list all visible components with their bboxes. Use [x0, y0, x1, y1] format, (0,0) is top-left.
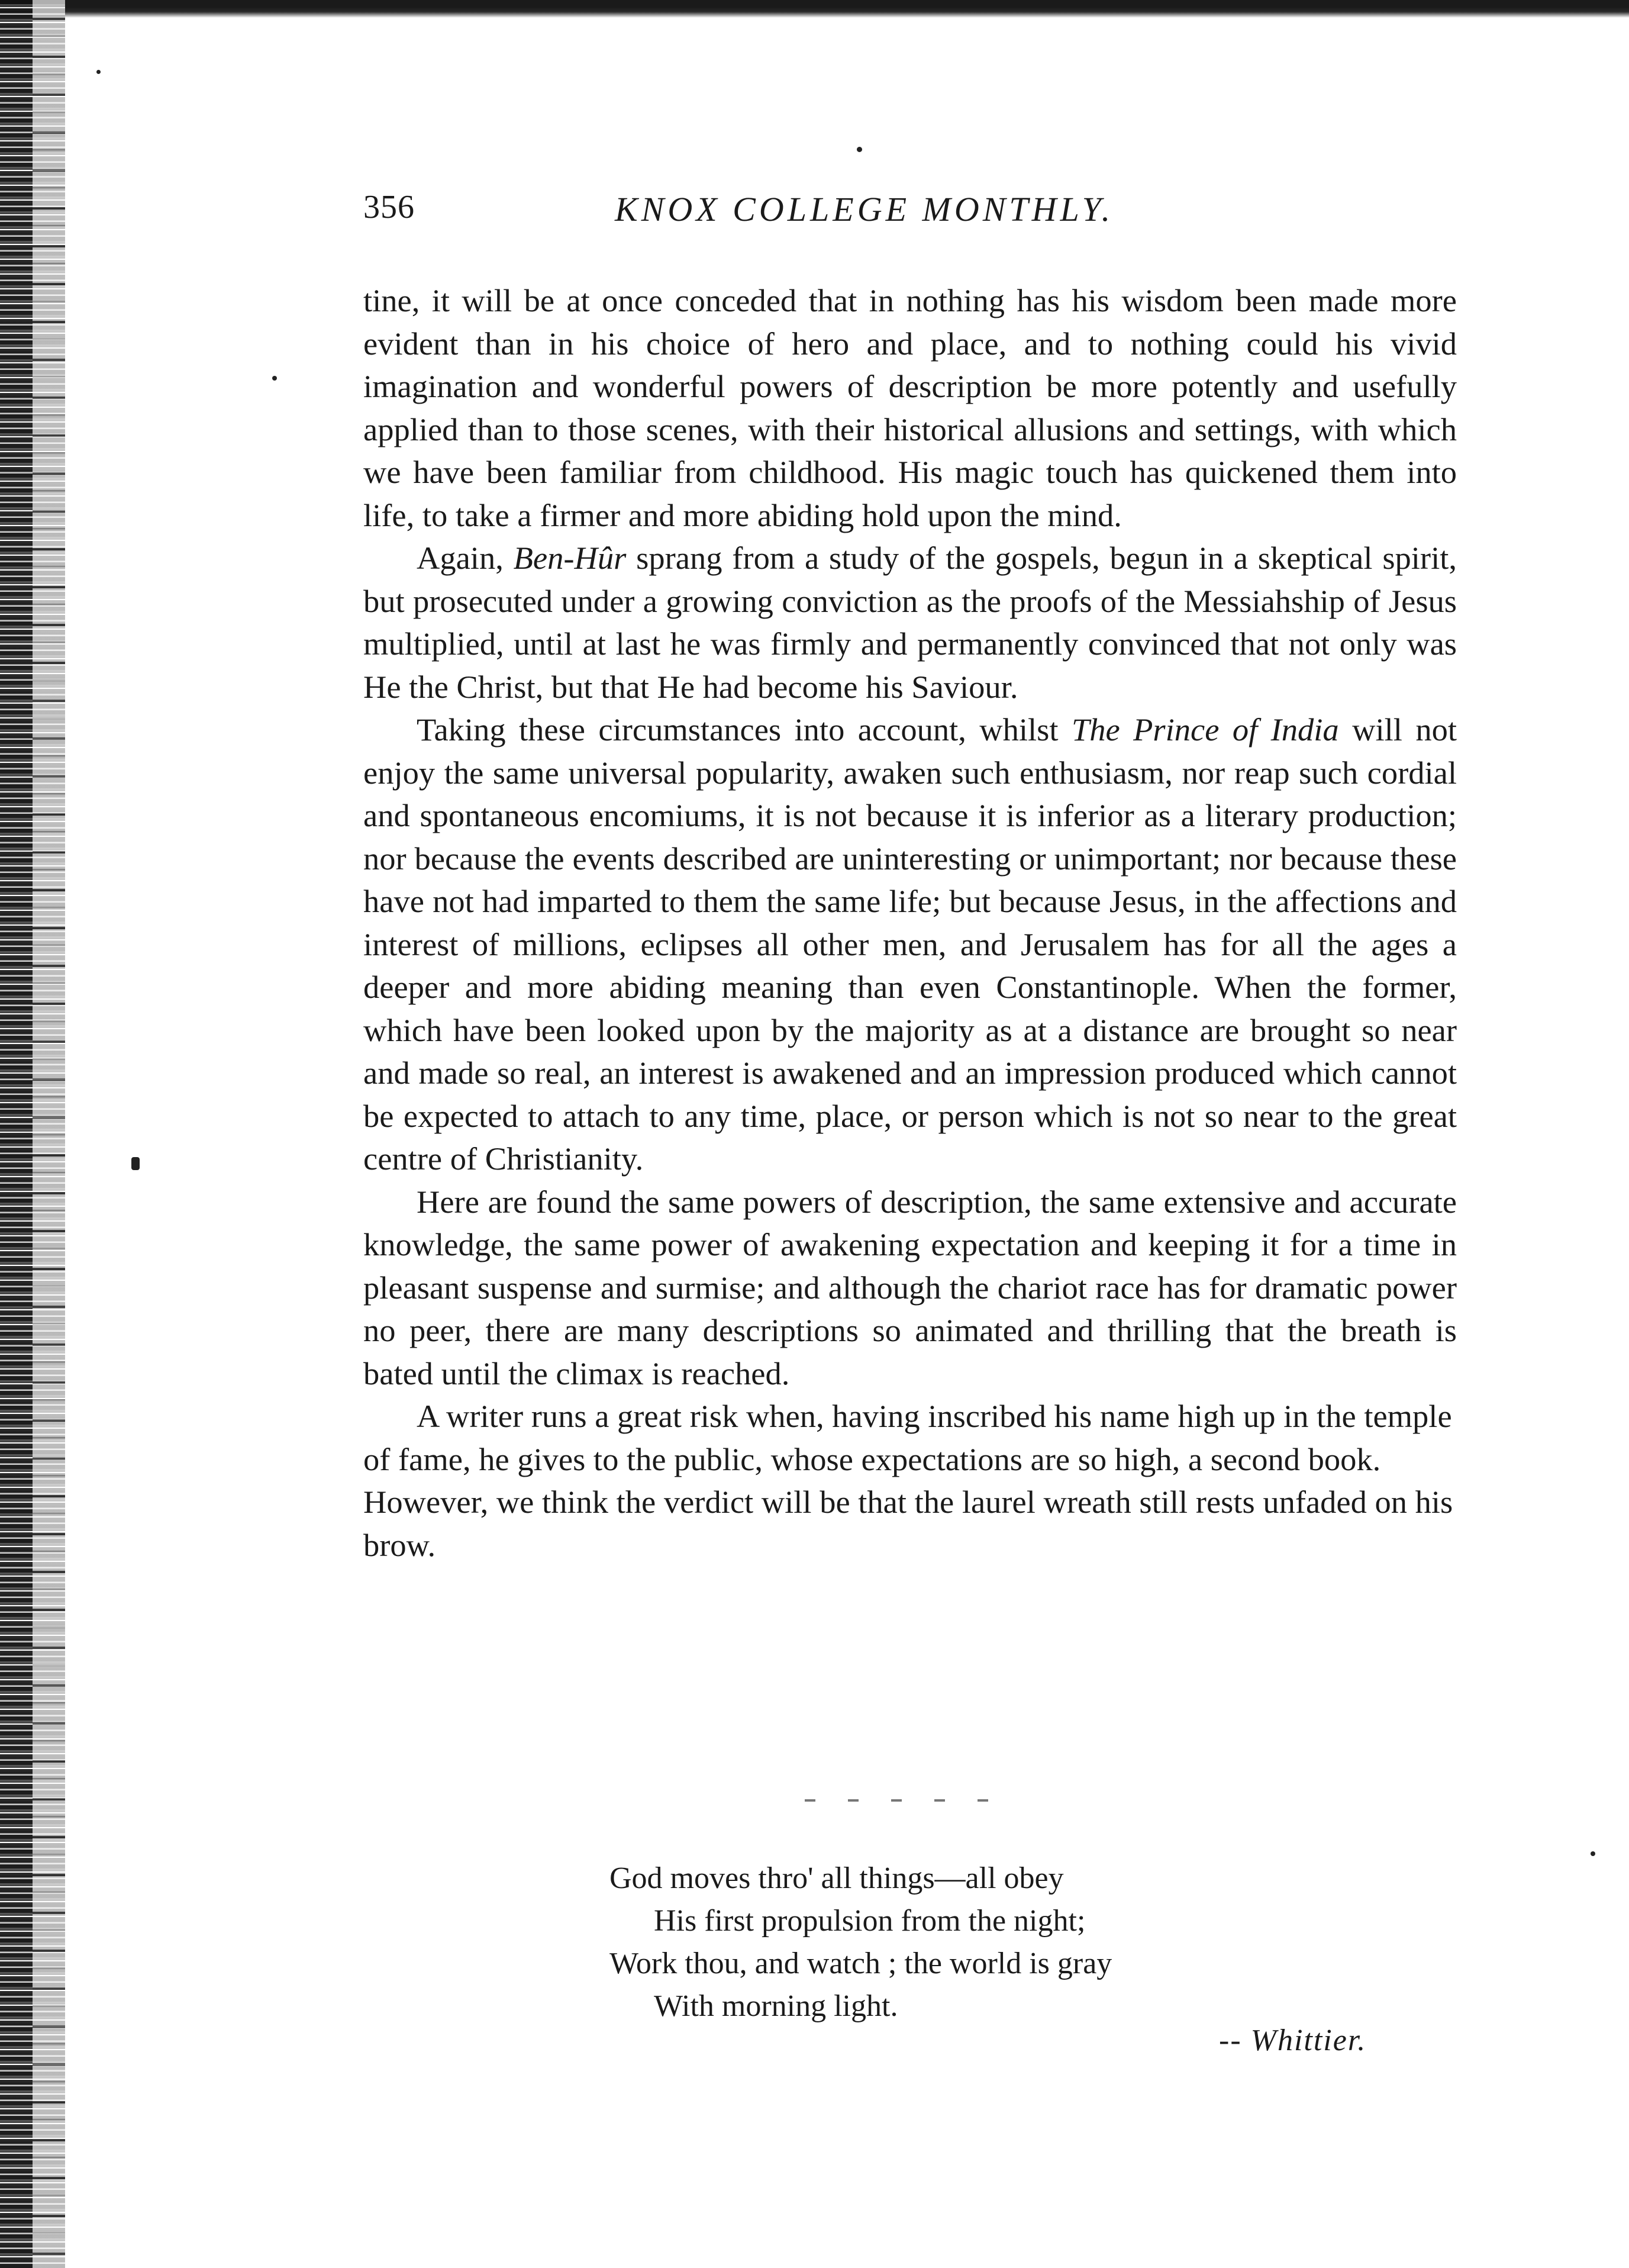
running-title: KNOX COLLEGE MONTHLY. — [615, 190, 1114, 228]
paragraph-5: A writer runs a great risk when, having inscribed his name high up in the temple of fame, he gives to the public, whose expectations are so high, a second book. However, we think the verdict will be that the laurel wreath still rests unfaded on his brow. — [363, 1398, 1453, 1563]
ink-speck — [131, 1157, 140, 1170]
separator-dash — [891, 1799, 902, 1802]
paragraph-3-text: will not enjoy the same universal popularity, awaken such enthusiasm, nor reap such cordial and spontaneous encomiums, it is not because it is inferior as a literary production; nor because the events described are uninteresting or unimportant; nor because these have not had imparted to them the same life; but because Jesus, in the affections and interest of millions, eclipses all other men, and Jerusalem has for all the ages a deeper and more abiding meaning than even Constantinople. When the former, which have been looked upon by the majority as at a distance are brought so near and made so real, an interest is awakened and an impression produced which cannot be expected to attach to any time, place, or person which is not so near to the great centre of Christianity. — [363, 711, 1457, 1177]
scanned-binding-edge — [0, 0, 65, 2268]
separator-dash — [934, 1799, 945, 1802]
book-title-ben-hur: Ben-Hûr — [513, 540, 627, 576]
ink-speck — [272, 376, 277, 381]
paragraph-1: tine, it will be at once conceded that in nothing has his wisdom been made more evident than in his choice of hero and place, and to nothing could his vivid imagination and wonderful powers of description be more potently and usefully applied than to those scenes, with their historical allusions and settings, with which we have been familiar from childhood. His magic touch has quickened them into life, to take a firmer and more abiding hold upon the mind. — [363, 282, 1457, 533]
paragraph-3 — [363, 708, 1457, 1181]
top-edge-rule — [0, 0, 1629, 18]
page-header — [363, 188, 1417, 247]
paragraph-2-text: sprang from a study of the gospels, begun in a skeptical spirit, but prosecuted under a growing conviction as the proofs of the Messiahship of Jesus multiplied, until at last he was firmly and permanently convinced that not only was He the Christ, but that He had become his Saviour. — [363, 540, 1457, 705]
ink-speck — [857, 147, 862, 152]
separator-dash — [978, 1799, 988, 1802]
article-body — [363, 279, 1457, 1567]
separator-dash — [805, 1799, 815, 1802]
ink-speck — [1591, 1851, 1595, 1856]
paragraph-3-lead: Taking these circumstances into account, whilst — [417, 711, 1072, 748]
poem-line: God moves thro' all things—all obey — [609, 1861, 1064, 1895]
paragraph-2-lead: Again, — [417, 540, 514, 576]
page-number: 356 — [363, 189, 415, 225]
poem-line: With morning light. — [654, 1989, 898, 2023]
poem-quotation — [609, 1857, 1438, 2028]
poem-line: Work thou, and watch ; the world is gray — [609, 1947, 1112, 1980]
poem-attribution: -- Whittier. — [1219, 2024, 1367, 2057]
paragraph-2 — [363, 537, 1457, 708]
book-title-prince-of-india: The Prince of India — [1071, 711, 1339, 748]
ink-speck — [96, 70, 101, 74]
poem-line: His first propulsion from the night; — [654, 1904, 1086, 1938]
paragraph-4: Here are found the same powers of description, the same extensive and accurate knowledge, the same power of awakening expectation and keeping it for a time in pleasant suspense and surmise; and although the chariot race has for dramatic power no peer, there are many descriptions so animated and thrilling that the breath is bated until the climax is reached. — [363, 1183, 1457, 1391]
separator-dash — [848, 1799, 859, 1802]
section-separator — [805, 1797, 988, 1803]
